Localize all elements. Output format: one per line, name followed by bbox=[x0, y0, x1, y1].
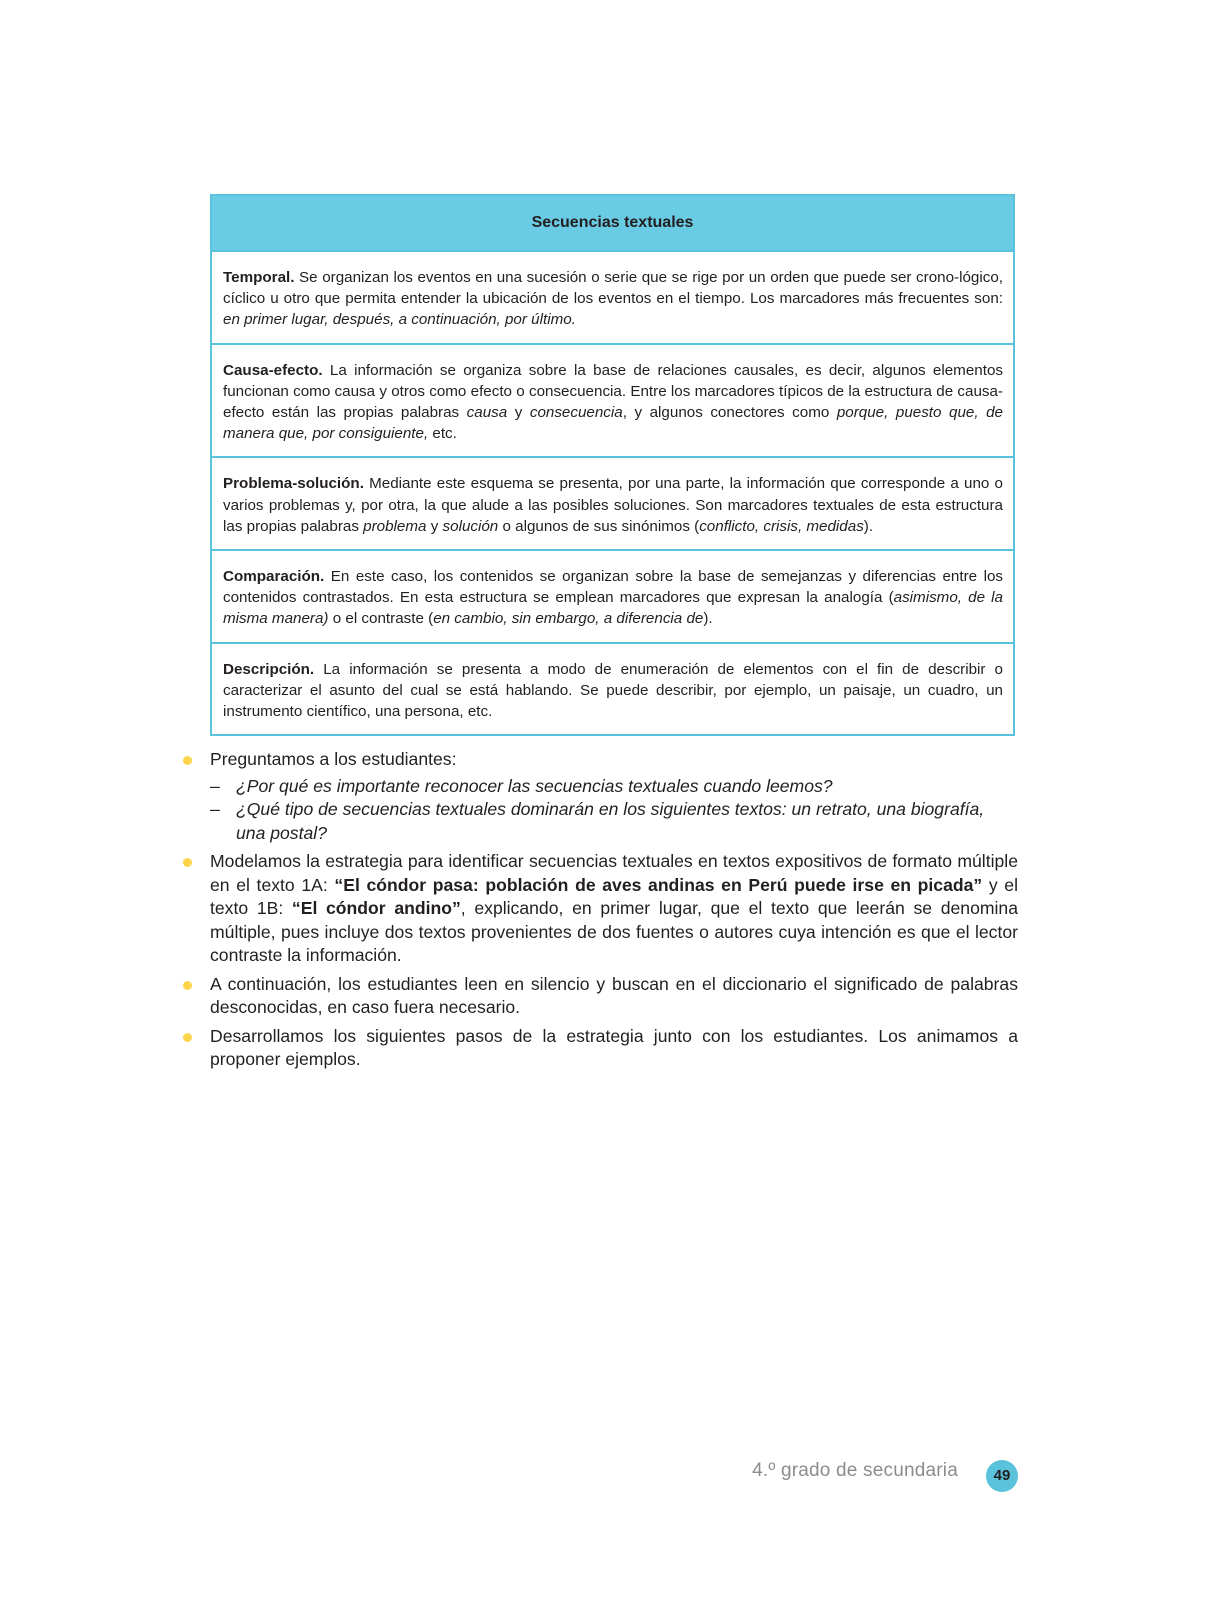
row-text: Mediante este esquema se presenta, por una parte, la información que corresponde a uno o varios problemas y, por otra, la que alude a las posibles soluciones. Son marcadores textuales de esta estructura las propias palabras bbox=[223, 475, 1003, 535]
table-title: Secuencias textuales bbox=[212, 196, 1013, 252]
row-italic: porque, puesto que, de manera que, por consiguiente, bbox=[223, 404, 1003, 443]
row-temporal bbox=[212, 252, 1013, 345]
question-item bbox=[210, 798, 1018, 845]
row-text: o algunos de sus sinónimos ( bbox=[498, 517, 700, 535]
row-descripcion bbox=[212, 644, 1013, 735]
row-italic: solución bbox=[442, 517, 499, 535]
question-list bbox=[210, 775, 1018, 846]
row-comparacion bbox=[212, 551, 1013, 644]
bullet-text: A continuación, los estudiantes leen en silencio y buscan en el diccionario el significado de palabras desconocidas, en caso fuera necesario. bbox=[210, 973, 1018, 1017]
question-text: ¿Qué tipo de secuencias textuales dominarán en los siguientes textos: un retrato, una biografía, una postal? bbox=[236, 799, 985, 843]
bullet-bold: “El cóndor andino” bbox=[291, 898, 461, 918]
bullet-dot-icon bbox=[183, 981, 192, 990]
row-italic: consecuencia bbox=[529, 404, 623, 422]
bullet-dot-icon bbox=[183, 1033, 192, 1042]
row-text: ). bbox=[703, 610, 713, 628]
bullet-text: Desarrollamos los siguientes pasos de la estrategia junto con los estudiantes. Los animamos a proponer ejemplos. bbox=[210, 1025, 1018, 1069]
row-italic: en primer lugar, después, a continuación, por último. bbox=[223, 311, 576, 329]
grade-label: 4.º grado de secundaria bbox=[752, 1460, 958, 1481]
bullet-dot-icon bbox=[183, 858, 192, 867]
question-text: ¿Por qué es importante reconocer las secuencias textuales cuando leemos? bbox=[236, 775, 833, 796]
row-text: o el contraste ( bbox=[328, 610, 434, 628]
row-text: ). bbox=[863, 517, 874, 535]
row-italic: problema bbox=[363, 517, 427, 535]
bullet-bold: “El cóndor pasa: población de aves andinas en Perú puede irse en picada” bbox=[334, 874, 983, 895]
page-number: 49 bbox=[986, 1460, 1018, 1492]
bullet-dot-icon bbox=[183, 756, 192, 765]
bullet-list bbox=[210, 748, 1018, 1077]
row-text: La información se organiza sobre la base de relaciones causales, es decir, algunos elementos funcionan como causa y otros como efecto o consecuencia. Entre los marcadores típicos de la estructura de causa-efecto están las propias palabras bbox=[223, 361, 1003, 422]
secuencias-table bbox=[210, 194, 1015, 736]
row-italic: causa bbox=[466, 404, 508, 422]
row-text: La información se presenta a modo de enumeración de elementos con el fin de describir o caracterizar el asunto del cual se está hablando. Se puede describir, por ejemplo, un paisaje, un cuadro, un instrumento científico, una persona, etc. bbox=[223, 660, 1003, 721]
row-text: y bbox=[426, 517, 443, 535]
row-text: y bbox=[507, 404, 530, 422]
question-item bbox=[210, 775, 1018, 799]
term-descripcion: Descripción. bbox=[223, 660, 315, 678]
term-temporal: Temporal. bbox=[223, 269, 295, 286]
bullet-text: , explicando, en primer lugar, que el texto que leerán se denomina múltiple, pues incluye dos textos provenientes de dos fuentes o autores cuya intención es que el lector contraste la información. bbox=[210, 898, 1018, 965]
bullet-text: y el texto 1B: bbox=[210, 874, 1018, 918]
row-italic: en cambio, sin embargo, a diferencia de bbox=[433, 610, 704, 628]
dash-icon: – bbox=[210, 775, 220, 796]
bullet-item bbox=[210, 973, 1018, 1020]
bullet-text: Preguntamos a los estudiantes: bbox=[210, 749, 457, 769]
row-text: , y algunos conectores como bbox=[622, 404, 837, 422]
row-text: En este caso, los contenidos se organizan sobre la base de semejanzas y diferencias entre los contenidos contrastados. En esta estructura se emplean marcadores que expresan la analogía ( bbox=[223, 568, 1003, 607]
term-causa-efecto: Causa-efecto. bbox=[223, 361, 323, 379]
bullet-item bbox=[210, 748, 1018, 845]
row-italic: conflicto, crisis, medidas bbox=[699, 517, 864, 535]
bullet-item bbox=[210, 850, 1018, 968]
term-problema-solucion: Problema-solución. bbox=[223, 475, 364, 493]
term-comparacion: Comparación. bbox=[223, 568, 325, 586]
bullet-text: Modelamos la estrategia para identificar secuencias textuales en textos expositivos de formato múltiple en el texto 1A: bbox=[210, 851, 1018, 895]
row-italic: asimismo, de la misma manera) bbox=[223, 589, 1003, 628]
row-text: etc. bbox=[428, 425, 457, 443]
dash-icon: – bbox=[210, 799, 220, 819]
row-causa-efecto bbox=[212, 345, 1013, 459]
row-text: Se organizan los eventos en una sucesión o serie que se rige por un orden que puede ser crono-lógico, cíclico u otro que permita entender la ubicación de los eventos en el tiempo. Los marcadores más frecuentes son: bbox=[223, 269, 1003, 308]
row-problema-solucion bbox=[212, 458, 1013, 551]
bullet-item bbox=[210, 1025, 1018, 1072]
